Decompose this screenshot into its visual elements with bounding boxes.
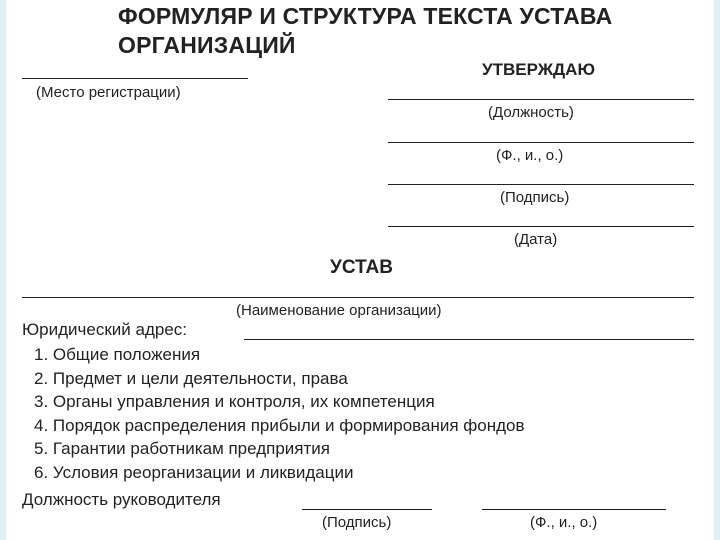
section-item: 2. Предмет и цели деятельности, права [34,368,348,388]
left-frame-border [0,0,6,540]
date-line [388,226,694,227]
section-item: 5. Гарантии работникам предприятия [34,439,330,458]
footer-signature-label: (Подпись) [322,514,392,531]
charter-sections-list [34,343,525,484]
registration-place-line [22,78,248,79]
organization-name-label: (Наименование организации) [236,302,442,319]
date-label: (Дата) [514,231,558,248]
footer-name-line [482,509,666,510]
head-position-label: Должность руководителя [22,490,221,509]
position-line [388,99,694,100]
section-item: 1. Общие положения [34,345,201,364]
document-title: ФОРМУЛЯР И СТРУКТУРА ТЕКСТА УСТАВА ОРГАНИЗАЦИЙ [118,3,613,58]
section-item: 4. Порядок распределения прибыли и формирования фондов [34,415,525,435]
document-type-heading: УСТАВ [330,257,393,278]
section-item: 6. Условия реорганизации и ликвидации [34,462,354,482]
right-frame-border [714,0,720,540]
footer-name-label: (Ф., и., о.) [530,514,598,531]
legal-address-line [244,339,694,340]
organization-name-line [22,297,694,298]
legal-address-label: Юридический адрес: [22,320,188,339]
registration-place-label: (Место регистрации) [36,84,181,101]
name-label: (Ф., и., о.) [496,147,564,164]
approval-heading: УТВЕРЖДАЮ [482,60,595,79]
position-label: (Должность) [488,104,574,121]
section-item: 3. Органы управления и контроля, их компетенция [34,392,435,411]
name-line [388,142,694,143]
signature-label: (Подпись) [500,189,570,206]
signature-line [388,184,694,185]
footer-signature-line [302,509,432,510]
